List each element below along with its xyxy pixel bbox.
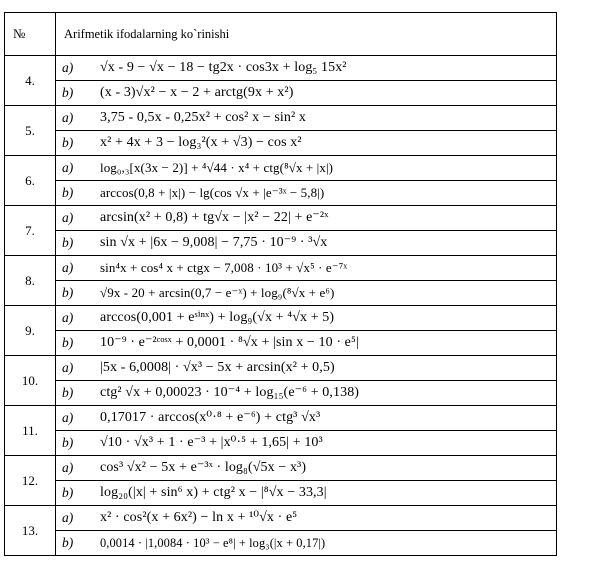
expression-b	[56, 81, 556, 105]
expression-a	[56, 106, 556, 131]
expression-a	[56, 506, 556, 531]
row-number: 8.	[5, 256, 56, 306]
table-row	[5, 356, 557, 406]
expression-text: sin √x + |6x − 9,008| − 7,75 · 10⁻⁹ · ³√x	[100, 235, 328, 250]
expression-text: |5x - 6,0008| · √x³ − 5x + arcsin(x² + 0,5)	[100, 360, 335, 375]
variant-label: b)	[62, 535, 74, 550]
expression-text: log₂₀(|x| + sin⁶ x) + ctg² x − |⁸√x − 33,3|	[100, 485, 327, 500]
expression-text: √9x - 20 + arcsin(0,7 − e⁻ˣ) + log₉(⁸√x + e⁶)	[100, 285, 335, 300]
variant-label: b)	[62, 235, 74, 250]
expression-b	[56, 331, 556, 355]
expression-text: arccos(0,8 + |x|) − lg(cos √x + |e⁻³ˣ − 5,8|)	[100, 185, 325, 200]
variant-label: b)	[62, 285, 74, 300]
variant-label: b)	[62, 135, 74, 150]
variant-label: a)	[62, 110, 74, 125]
expression-a	[56, 356, 556, 381]
expression-text: 3,75 - 0,5x - 0,25x² + cos² x − sin² x	[100, 110, 307, 125]
variant-label: b)	[62, 385, 74, 400]
row-number: 10.	[5, 356, 56, 406]
variant-label: b)	[62, 435, 74, 450]
variant-label: b)	[62, 185, 74, 200]
expression-a	[56, 206, 556, 231]
column-header-number: №	[5, 13, 56, 56]
expression-text: x² + 4x + 3 − log₃²(x + √3) − cos x²	[100, 135, 302, 150]
expression-b	[56, 131, 556, 155]
expression-text: log₀,₃[x(3x − 2)] + ⁴√44 · x⁴ + ctg(⁸√x + |x|)	[100, 160, 334, 175]
table-row	[5, 206, 557, 256]
expression-b	[56, 281, 556, 305]
expression-text: sin⁴x + cos⁴ x + ctgx − 7,008 · 10³ + √x⁵ · e⁻⁷ˣ	[100, 260, 348, 275]
table-row	[5, 406, 557, 456]
expression-text: cos³ √x² − 5x + e⁻³ˣ · log₈(√5x − x³)	[100, 460, 307, 475]
row-number: 12.	[5, 456, 56, 506]
expression-cell	[56, 506, 557, 556]
expression-cell	[56, 106, 557, 156]
variant-label: a)	[62, 60, 74, 75]
expression-cell	[56, 256, 557, 306]
row-number: 5.	[5, 106, 56, 156]
variant-label: a)	[62, 160, 74, 175]
table-row	[5, 56, 557, 106]
column-header-expressions: Arifmetik ifodalarning ko`rinishi	[56, 13, 557, 56]
table-row	[5, 506, 557, 556]
variant-label: a)	[62, 310, 74, 325]
expression-a	[56, 456, 556, 481]
expression-text: arccos(0,001 + eˢⁱⁿˣ) + log₉(√x + ⁴√x + 5)	[100, 310, 335, 325]
expression-cell	[56, 206, 557, 256]
table-header-row	[5, 13, 557, 56]
expression-cell	[56, 156, 557, 206]
table-row	[5, 456, 557, 506]
expression-b	[56, 431, 556, 455]
expression-b	[56, 231, 556, 255]
expression-cell	[56, 406, 557, 456]
variant-label: a)	[62, 360, 74, 375]
row-number: 9.	[5, 306, 56, 356]
expression-cell	[56, 306, 557, 356]
expression-b	[56, 381, 556, 405]
row-number: 11.	[5, 406, 56, 456]
table-row	[5, 156, 557, 206]
expression-b	[56, 181, 556, 205]
expression-text: x² · cos²(x + 6x²) − ln x + ¹⁰√x · e⁵	[100, 510, 298, 525]
variant-label: a)	[62, 260, 74, 275]
variant-label: a)	[62, 410, 74, 425]
variant-label: a)	[62, 460, 74, 475]
table-row	[5, 106, 557, 156]
expression-text: (x - 3)√x² − x − 2 + arctg(9x + x²)	[100, 85, 294, 100]
expression-a	[56, 156, 556, 181]
expression-text: arcsin(x² + 0,8) + tg√x − |x² − 22| + e⁻²ˣ	[100, 210, 329, 225]
expression-text: √x - 9 − √x − 18 − tg2x · cos3x + log₅ 15x²	[100, 60, 347, 75]
expression-a	[56, 56, 556, 81]
expression-cell	[56, 356, 557, 406]
row-number: 4.	[5, 56, 56, 106]
expression-b	[56, 481, 556, 505]
variant-label: b)	[62, 335, 74, 350]
expression-a	[56, 306, 556, 331]
variant-label: a)	[62, 210, 74, 225]
table-row	[5, 256, 557, 306]
variant-label: a)	[62, 510, 74, 525]
expression-text: 0,0014 · |1,0084 · 10³ − e⁸| + log₃(|x + 0,17|)	[100, 536, 326, 550]
expression-cell	[56, 456, 557, 506]
expression-cell	[56, 56, 557, 106]
expression-a	[56, 256, 556, 281]
row-number: 6.	[5, 156, 56, 206]
expression-text: 10⁻⁹ · e⁻²ᶜᵒˢˣ + 0,0001 · ⁸√x + |sin x − 10 · e⁵|	[100, 335, 359, 350]
table-row	[5, 306, 557, 356]
variant-label: b)	[62, 85, 74, 100]
row-number: 13.	[5, 506, 56, 556]
expressions-table	[4, 12, 557, 556]
row-number: 7.	[5, 206, 56, 256]
expression-a	[56, 406, 556, 431]
expression-text: ctg² √x + 0,00023 · 10⁻⁴ + log₁₅(e⁻⁶ + 0,138)	[100, 385, 360, 400]
expression-text: 0,17017 · arccos(x⁰·⁸ + e⁻⁶) + ctg³ √x³	[100, 410, 321, 425]
expression-b	[56, 531, 556, 555]
expression-text: √10 · √x³ + 1 · e⁻³ + |x⁰·⁵ + 1,65| + 10³	[100, 435, 323, 450]
variant-label: b)	[62, 485, 74, 500]
